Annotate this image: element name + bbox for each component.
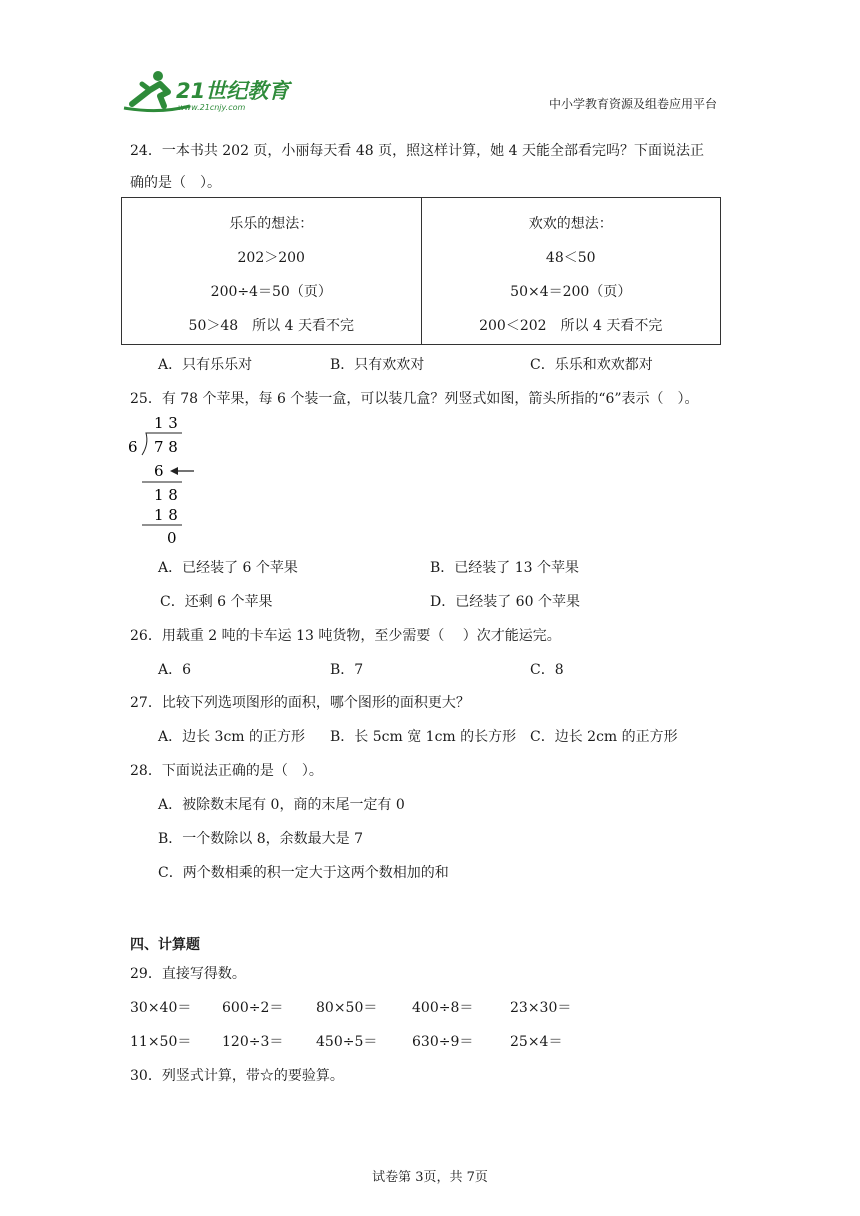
q29-text: 29．直接写得数。 xyxy=(130,966,246,982)
long-division-figure xyxy=(122,408,212,548)
site-logo xyxy=(120,66,295,116)
calc-item: 450÷5＝ xyxy=(316,1034,378,1050)
logo-url-text: www.21cnjy.com xyxy=(178,103,246,112)
q28-option-b: B．一个数除以 8，余数最大是 7 xyxy=(158,831,364,847)
q24-option-b: B．只有欢欢对 xyxy=(330,357,425,373)
calc-item: 30×40＝ xyxy=(130,1000,192,1016)
q24-option-a: A．只有乐乐对 xyxy=(158,357,253,373)
lele-line-1: 乐乐的想法： xyxy=(229,216,314,232)
q30-text: 30．列竖式计算，带☆的要验算。 xyxy=(130,1068,344,1084)
lele-line-4: 50＞48 所以 4 天看不完 xyxy=(188,318,354,334)
q27-option-c: C．边长 2cm 的正方形 xyxy=(530,729,678,745)
page-footer: 试卷第 3页，共 7页 xyxy=(372,1170,488,1185)
calc-item: 120÷3＝ xyxy=(222,1034,284,1050)
calc-item: 25×4＝ xyxy=(510,1034,563,1050)
q26-text: 26．用载重 2 吨的卡车运 13 吨货物，至少需要（ ）次才能运完。 xyxy=(130,628,561,644)
division-divisor: 6 xyxy=(128,438,138,456)
q25-option-a: A．已经装了 6 个苹果 xyxy=(158,560,298,576)
q24-option-c: C．乐乐和欢欢都对 xyxy=(530,357,653,373)
q28-option-c: C．两个数相乘的积一定大于这两个数相加的和 xyxy=(158,865,449,881)
runner-logo-icon xyxy=(120,66,295,116)
division-step-3: 1 8 xyxy=(154,506,178,524)
q25-option-c: C．还剩 6 个苹果 xyxy=(160,594,273,610)
division-step-2: 1 8 xyxy=(154,486,178,504)
division-quotient: 1 3 xyxy=(154,414,178,432)
q27-option-b: B．长 5cm 宽 1cm 的长方形 xyxy=(330,729,517,745)
q25-option-d: D．已经装了 60 个苹果 xyxy=(430,594,580,610)
q24-line1: 24．一本书共 202 页，小丽每天看 48 页，照这样计算，她 4 天能全部看完吗？下面说法正 xyxy=(130,143,704,159)
lele-column xyxy=(122,198,421,344)
huanhuan-line-1: 欢欢的想法： xyxy=(528,216,613,232)
q25-text: 25．有 78 个苹果，每 6 个装一盒，可以装几盒？列竖式如图，箭头所指的“6”表示（ ）。 xyxy=(130,391,699,407)
division-dividend: 7 8 xyxy=(154,438,178,456)
huanhuan-line-4: 200＜202 所以 4 天看不完 xyxy=(479,318,663,334)
calc-item: 23×30＝ xyxy=(510,1000,572,1016)
division-step-product: 6 xyxy=(154,462,164,480)
q24-line2: 确的是（ ）。 xyxy=(130,175,221,191)
q27-option-a: A．边长 3cm 的正方形 xyxy=(158,729,306,745)
division-remainder: 0 xyxy=(167,529,177,547)
q27-text: 27．比较下列选项图形的面积，哪个图形的面积更大？ xyxy=(130,695,470,711)
calc-item: 80×50＝ xyxy=(316,1000,378,1016)
huanhuan-line-2: 48＜50 xyxy=(545,250,596,266)
q26-option-b: B．7 xyxy=(330,662,364,678)
calc-item: 11×50＝ xyxy=(130,1034,192,1050)
lele-line-2: 202＞200 xyxy=(237,250,305,266)
lele-line-3: 200÷4＝50（页） xyxy=(210,284,332,300)
section-title: 四、计算题 xyxy=(130,937,200,953)
huanhuan-column xyxy=(421,198,721,344)
q25-option-b: B．已经装了 13 个苹果 xyxy=(430,560,580,576)
q28-option-a: A．被除数末尾有 0，商的末尾一定有 0 xyxy=(158,797,405,813)
huanhuan-line-3: 50×4＝200（页） xyxy=(510,284,632,300)
platform-name: 中小学教育资源及组卷应用平台 xyxy=(549,97,718,111)
q26-option-c: C．8 xyxy=(530,662,564,678)
arrow-left-icon xyxy=(170,467,194,475)
q28-text: 28．下面说法正确的是（ ）。 xyxy=(130,763,323,779)
calc-item: 600÷2＝ xyxy=(222,1000,284,1016)
q24-comparison-table xyxy=(121,197,721,345)
calc-item: 400÷8＝ xyxy=(412,1000,474,1016)
calc-item: 630÷9＝ xyxy=(412,1034,474,1050)
q26-option-a: A．6 xyxy=(158,662,192,678)
logo-main-text: 21世纪教育 xyxy=(176,79,290,103)
